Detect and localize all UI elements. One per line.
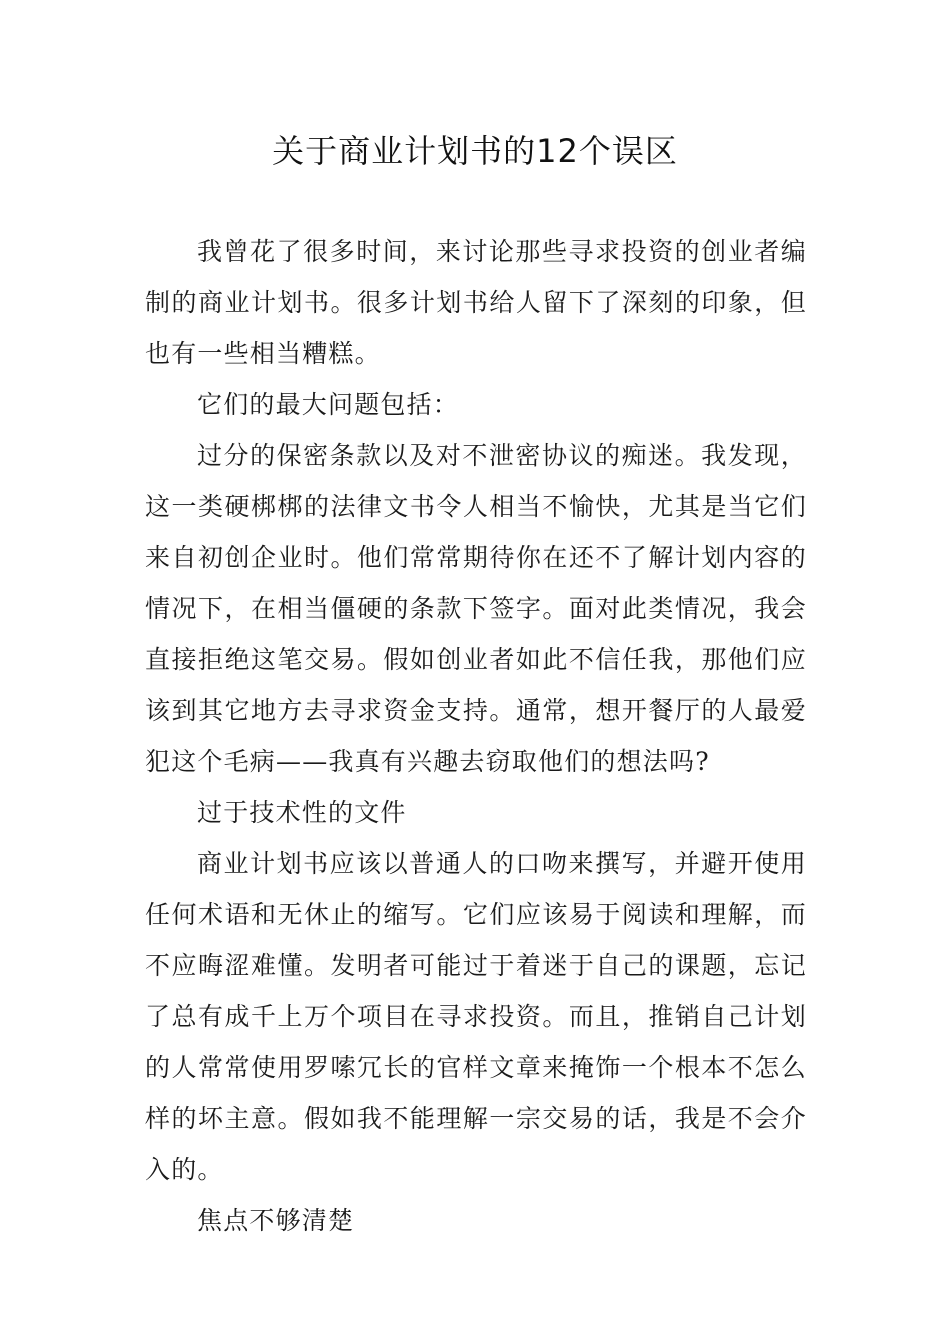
document-body [145,226,807,1246]
document-title: 关于商业计划书的12个误区 [272,132,678,170]
paragraph-too-technical: 商业计划书应该以普通人的口吻来撰写，并避开使用任何术语和无休止的缩写。它们应该易于阅读和理解，而不应晦涩难懂。发明者可能过于着迷于自己的课题，忘记了总有成千上万个项目在寻求投资。而且，推销自己计划的人常常使用罗嗦冗长的官样文章来掩饰一个根本不怎么样的坏主意。假如我不能理解一宗交易的话，我是不会介入的。 [145,849,807,1184]
heading-unclear-focus: 焦点不够清楚 [197,1206,355,1235]
heading-too-technical: 过于技术性的文件 [197,798,407,827]
paragraph-intro: 我曾花了很多时间，来讨论那些寻求投资的创业者编制的商业计划书。很多计划书给人留下了深刻的印象，但也有一些相当糟糕。 [145,237,807,368]
paragraph-problems-lead: 它们的最大问题包括： [197,390,460,419]
paragraph-confidentiality: 过分的保密条款以及对不泄密协议的痴迷。我发现，这一类硬梆梆的法律文书令人相当不愉快，尤其是当它们来自初创企业时。他们常常期待你在还不了解计划内容的情况下，在相当僵硬的条款下签字。面对此类情况，我会直接拒绝这笔交易。假如创业者如此不信任我，那他们应该到其它地方去寻求资金支持。通常，想开餐厅的人最爱犯这个毛病——我真有兴趣去窃取他们的想法吗? [145,441,807,776]
